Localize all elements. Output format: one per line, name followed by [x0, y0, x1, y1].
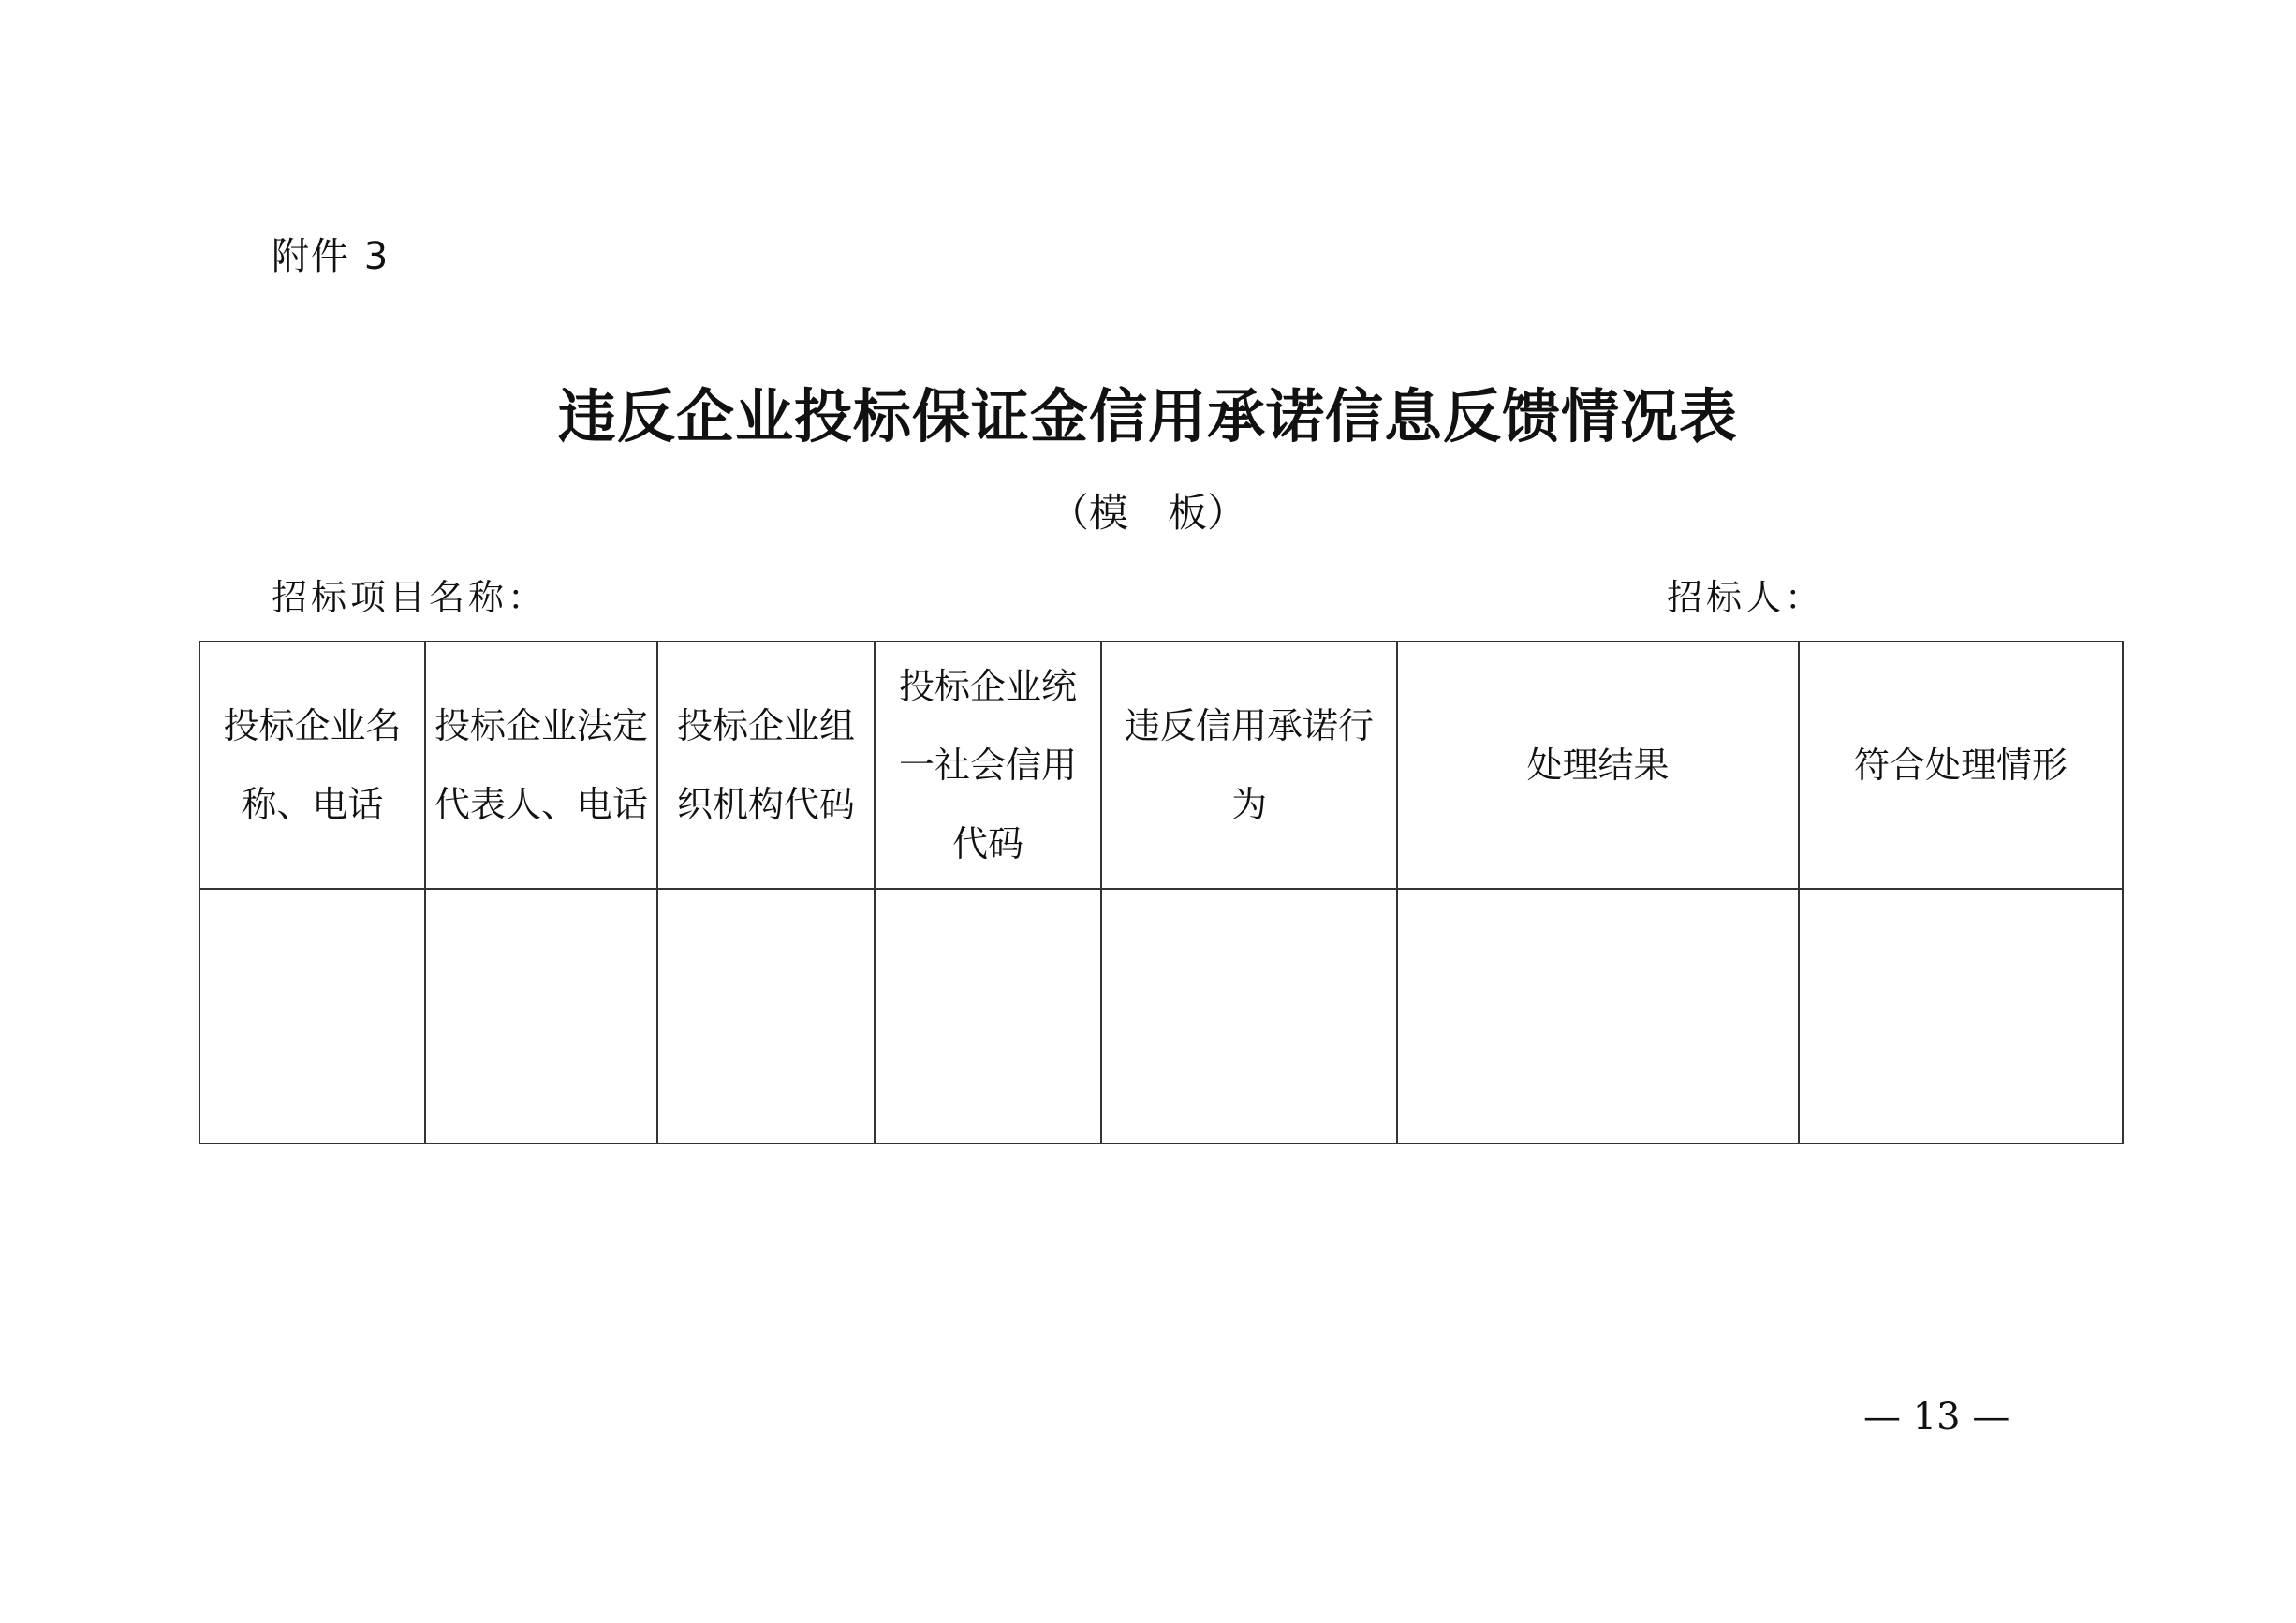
header-cell-applicable-situation: 符合处理情形 [1799, 642, 2123, 889]
header-cell-social-credit-code: 投标企业统 一社会信用 代码 [875, 642, 1101, 889]
attachment-label: 附件 3 [272, 235, 390, 278]
header-cell-organization-code: 投标企业组 织机构代码 [657, 642, 875, 889]
feedback-table [199, 641, 2124, 1144]
table-cell[interactable] [425, 889, 657, 1143]
table-cell[interactable] [657, 889, 875, 1143]
header-cell-violation-behavior: 违反信用承诺行 为 [1101, 642, 1397, 889]
page-title: 违反企业投标保证金信用承诺信息反馈情况表 [557, 382, 1738, 450]
bidder-label: 招标人： [1667, 577, 1825, 618]
header-cell-handling-result: 处理结果 [1397, 642, 1799, 889]
table-cell[interactable] [199, 889, 425, 1143]
table-cell[interactable] [1799, 889, 2123, 1143]
page-number: — 13 — [1863, 1395, 2010, 1439]
table-cell[interactable] [875, 889, 1101, 1143]
table-cell[interactable] [1397, 889, 1799, 1143]
page-subtitle: （模 板） [1049, 490, 1246, 536]
header-cell-legal-representative-phone: 投标企业法定 代表人、电话 [425, 642, 657, 889]
table-header-row [199, 642, 2123, 889]
table-cell[interactable] [1101, 889, 1397, 1143]
table-row [199, 889, 2123, 1143]
header-cell-company-name-phone: 投标企业名 称、电话 [199, 642, 425, 889]
project-name-label: 招标项目名称： [272, 577, 548, 618]
